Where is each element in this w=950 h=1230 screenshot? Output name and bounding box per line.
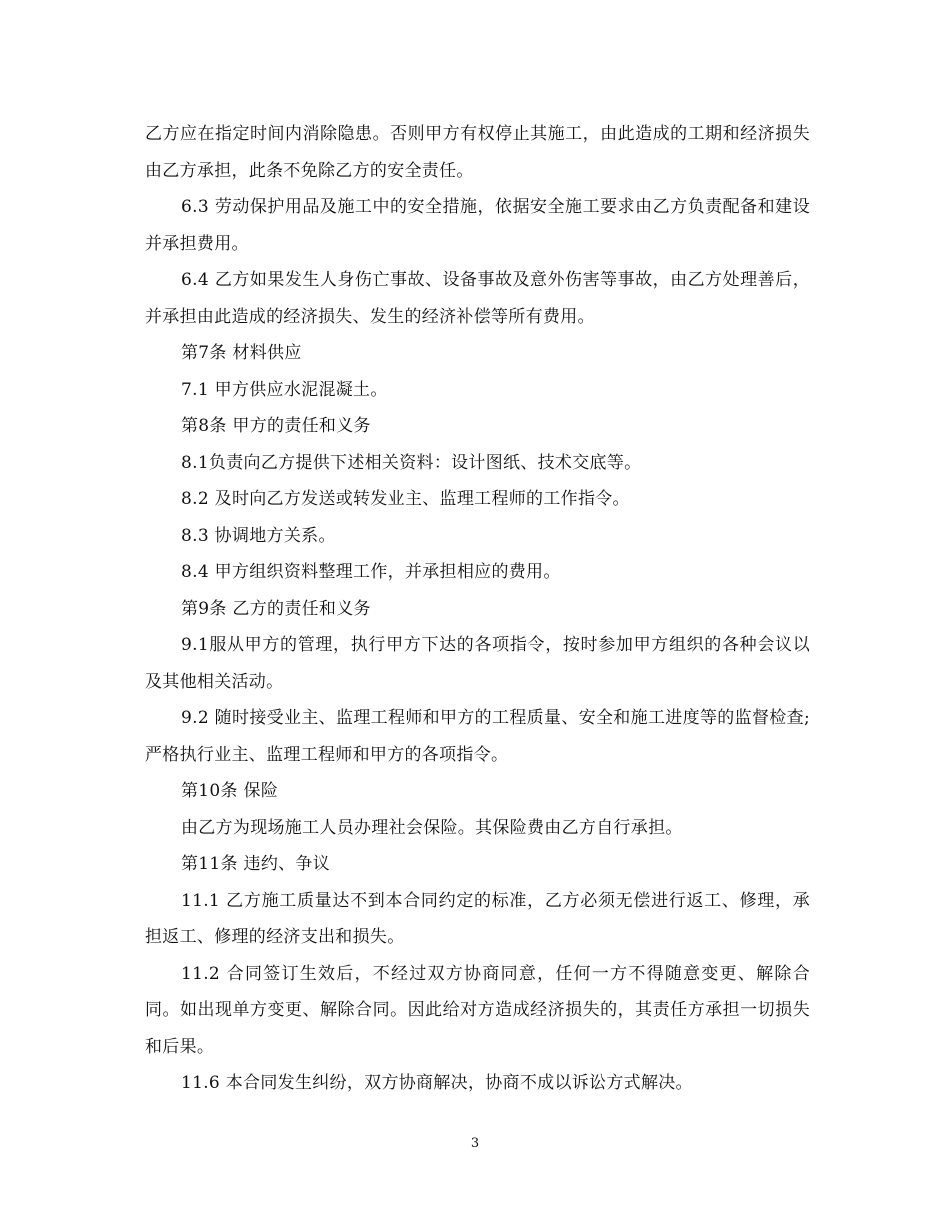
paragraph-11-6: 11.6 本合同发生纠纷，双方协商解决，协商不成以诉讼方式解决。 [181,1073,693,1093]
section-heading-8: 第8条 甲方的责任和义务 [181,416,371,436]
paragraph-11-1: 11.1 乙方施工质量达不到本合同约定的标准，乙方必须无偿进行返工、修理，承担返工、修理的经济支出和损失。 [145,890,810,947]
paragraph-9-1: 9.1服从甲方的管理，执行甲方下达的各项指令，按时参加甲方组织的各种会议以及其他相关活动。 [145,635,810,692]
paragraph-continuation: 乙方应在指定时间内消除隐患。否则甲方有权停止其施工，由此造成的工期和经济损失由乙方承担，此条不免除乙方的安全责任。 [145,124,810,181]
paragraph-8-3: 8.3 协调地方关系。 [181,525,336,546]
section-heading-10: 第10条 保险 [181,781,279,801]
paragraph-6-4: 6.4 乙方如果发生人身伤亡事故、设备事故及意外伤害等事故，由乙方处理善后，并承担由此造成的经济损失、发生的经济补偿等所有费用。 [145,270,810,327]
paragraph-11-2: 11.2 合同签订生效后，不经过双方协商同意，任何一方不得随意变更、解除合同。如出现单方变更、解除合同。因此给对方造成经济损失的，其责任方承担一切损失和后果。 [145,963,810,1057]
section-heading-11: 第11条 违约、争议 [181,854,331,874]
paragraph-9-2: 9.2 随时接受业主、监理工程师和甲方的工程质量、安全和施工进度等的监督检查;严格执行业主、监理工程师和甲方的各项指令。 [145,708,810,765]
paragraph-8-1: 8.1负责向乙方提供下述相关资料：设计图纸、技术交底等。 [181,452,642,473]
paragraph-7-1: 7.1 甲方供应水泥混凝土。 [181,379,388,400]
section-heading-9: 第9条 乙方的责任和义务 [181,598,371,619]
page-number: 3 [470,1136,480,1151]
document-body [145,116,810,1102]
paragraph-10-body: 由乙方为现场施工人员办理社会保险。其保险费由乙方自行承担。 [181,817,683,838]
paragraph-8-2: 8.2 及时向乙方发送或转发业主、监理工程师的工作指令。 [181,489,630,509]
section-heading-7: 第7条 材料供应 [181,343,302,363]
paragraph-8-4: 8.4 甲方组织资料整理工作，并承担相应的费用。 [181,562,561,582]
paragraph-6-3: 6.3 劳动保护用品及施工中的安全措施，依据安全施工要求由乙方负责配备和建设并承担费用。 [145,197,810,254]
